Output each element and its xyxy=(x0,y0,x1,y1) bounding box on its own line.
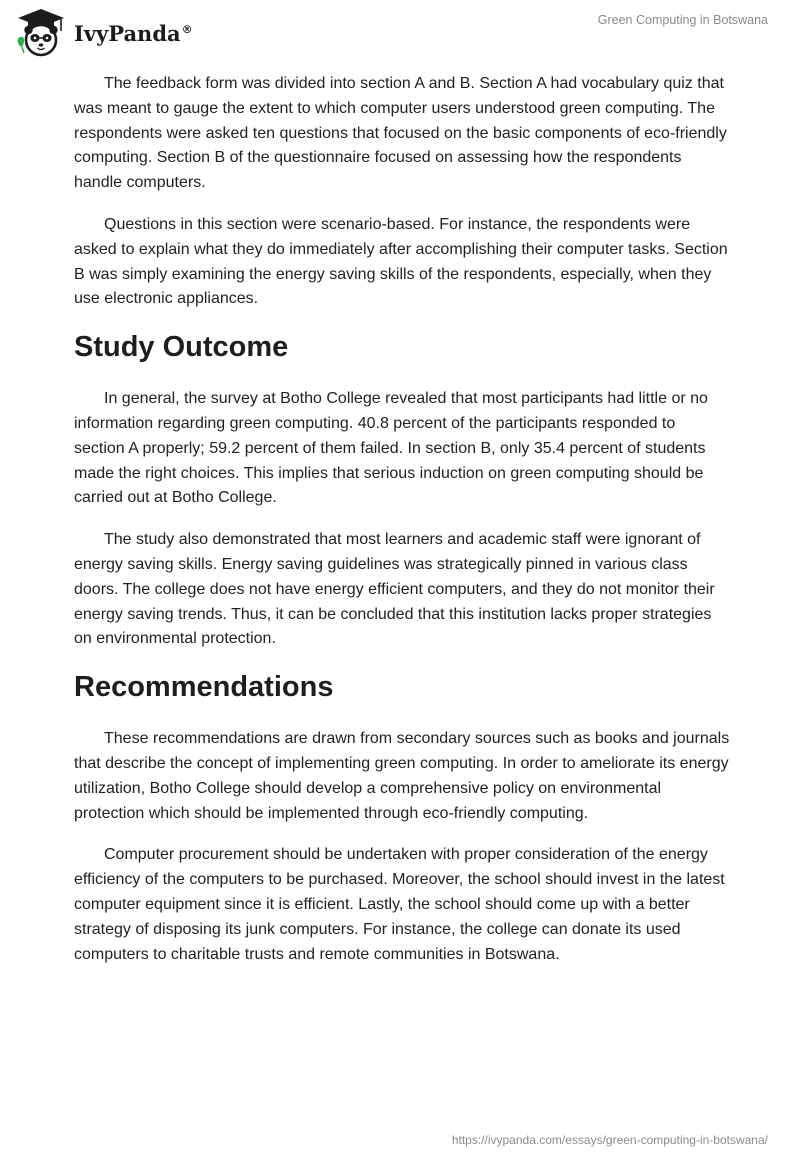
panda-graduate-icon xyxy=(14,7,68,57)
paragraph-energy-skills: The study also demonstrated that most learners and academic staff were ignorant of energy saving skills. Energy saving guidelines was strategically pinned in various class doors. The college does not have energy efficient computers, and they do not monitor their energy saving trends. Thus, it can be concluded that this institution lacks proper strategies on environmental protection. xyxy=(74,531,715,648)
paragraph-secondary-sources: These recommendations are drawn from secondary sources such as books and journals that describe the concept of implementing green computing. In order to ameliorate its energy utilization, Botho College should develop a comprehensive policy on environmental protection which should be implemented through eco-friendly computing. xyxy=(74,730,730,822)
logo-wordmark: IvyPanda® xyxy=(74,20,193,46)
heading-study-outcome: Study Outcome xyxy=(74,331,289,364)
source-url[interactable]: https://ivypanda.com/essays/green-computing-in-botswana/ xyxy=(451,1133,768,1147)
paragraph-feedback-form: The feedback form was divided into section A and B. Section A had vocabulary quiz that was meant to gauge the extent to which computer users understood green computing. The respondents were asked ten questions that focused on the basic components of eco-friendly computing. Section B of the questionnaire focused on assessing how the respondents handle computers. xyxy=(74,75,727,192)
registered-mark: ® xyxy=(181,22,193,36)
ivypanda-logo[interactable] xyxy=(14,7,193,57)
document-title: Green Computing in Botswana xyxy=(597,13,768,27)
paragraph-scenario-questions: Questions in this section were scenario-based. For instance, the respondents were asked to explain what they do immediately after accomplishing their computer tasks. Section B was simply examining the energy saving skills of the respondents, especially, when they use electronic appliances. xyxy=(74,215,728,308)
page-header xyxy=(0,0,800,62)
paragraph-survey-results: In general, the survey at Botho College revealed that most participants had little or no information regarding green computing. 40.8 percent of the participants responded to section A properly; 59.2 percent of them failed. In section B, only 35.4 percent of students made the right choices. This implies that serious induction on green computing should be carried out at Botho College. xyxy=(74,390,708,507)
essay-body xyxy=(74,72,730,984)
paragraph-procurement: Computer procurement should be undertaken with proper consideration of the energy efficiency of the computers to be purchased. Moreover, the school should invest in the latest computer equipment since it is efficient. Lastly, the school should come up with a better strategy of disposing its junk computers. For instance, the college can donate its used computers to charitable trusts and remote communities in Botswana. xyxy=(74,846,725,963)
heading-recommendations: Recommendations xyxy=(74,671,334,704)
